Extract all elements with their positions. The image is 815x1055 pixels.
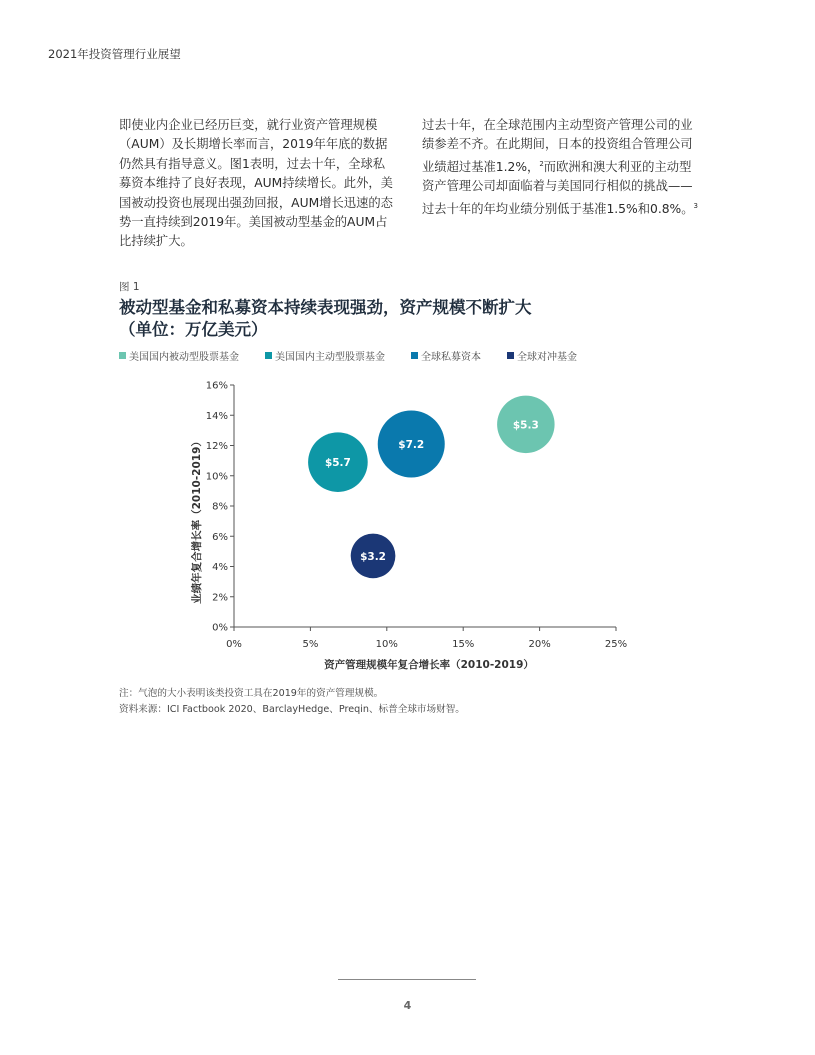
x-tick-label: 10% xyxy=(375,639,398,650)
y-tick-label: 8% xyxy=(212,501,228,513)
figure-title-line2: （单位：万亿美元） xyxy=(119,320,268,339)
bubble-label: $5.7 xyxy=(324,457,351,470)
page-number: 4 xyxy=(403,999,412,1012)
footnote-ref-2: 2 xyxy=(539,159,544,168)
figure-label: 图 1 xyxy=(119,281,140,293)
x-tick-label: 5% xyxy=(302,639,319,650)
y-tick-label: 4% xyxy=(212,562,228,573)
y-tick-label: 14% xyxy=(205,410,228,422)
x-tick-label: 15% xyxy=(452,639,475,650)
y-axis-label: 业绩年复合增长率（2010-2019） xyxy=(191,436,203,604)
y-tick-label: 10% xyxy=(205,471,228,483)
figure-notes xyxy=(119,686,465,718)
legend-label: 美国国内主动型股票基金 xyxy=(275,352,385,363)
x-tick-label: 0% xyxy=(226,639,242,650)
legend-label: 美国国内被动型股票基金 xyxy=(129,352,239,363)
y-tick-label: 0% xyxy=(212,622,228,634)
source-text: 资料来源：ICI Factbook 2020、BarclayHedge、Preqin、标普全球市场财智。 xyxy=(119,704,465,715)
figure-title-line1: 被动型基金和私募资本持续表现强劲，资产规模不断扩大 xyxy=(119,298,532,317)
x-tick-label: 20% xyxy=(528,639,551,650)
legend-label: 全球对冲基金 xyxy=(517,352,577,363)
body-left-paragraph: 即使业内企业已经历巨变，就行业资产管理规模（AUM）及长期增长率而言，2019年年底的数据仍然具有指导意义。图1表明，过去十年，全球私募资本维持了良好表现，AUM持续增长。此外，美国被动投资也展现出强劲回报，AUM增长迅速的态势一直持续到2019年。美国被动型基金的AUM占比持续扩大。 xyxy=(119,118,393,249)
bubble-label: $7.2 xyxy=(398,438,425,451)
bubble-label: $5.3 xyxy=(512,419,539,432)
note-text: 注：气泡的大小表明该类投资工具在2019年的资产管理规模。 xyxy=(119,688,384,699)
x-tick-label: 25% xyxy=(604,639,628,650)
y-tick-label: 6% xyxy=(212,531,228,543)
right-text-1: 过去十年，在全球范围内主动型资产管理公司的业绩参差不齐。在此期间，日本的投资组合管理公司业绩超过基准1.2%， xyxy=(422,118,693,174)
x-axis-label: 资产管理规模年复合增长率（2010-2019） xyxy=(324,659,534,671)
bubble-label: $3.2 xyxy=(360,550,387,563)
right-text-2: 而欧洲和澳大利亚的主动型资产管理公司却面临着与美国同行相似的挑战——过去十年的年均业绩分别低于基准1.5%和0.8%。 xyxy=(422,159,694,216)
footnote-ref-3: 3 xyxy=(693,201,698,210)
page-header: 2021年投资管理行业展望 xyxy=(48,47,181,61)
footer-divider xyxy=(338,979,476,980)
y-tick-label: 16% xyxy=(205,380,228,392)
y-tick-label: 2% xyxy=(212,592,228,604)
legend-label: 全球私募资本 xyxy=(421,352,481,363)
y-tick-label: 12% xyxy=(205,441,228,452)
